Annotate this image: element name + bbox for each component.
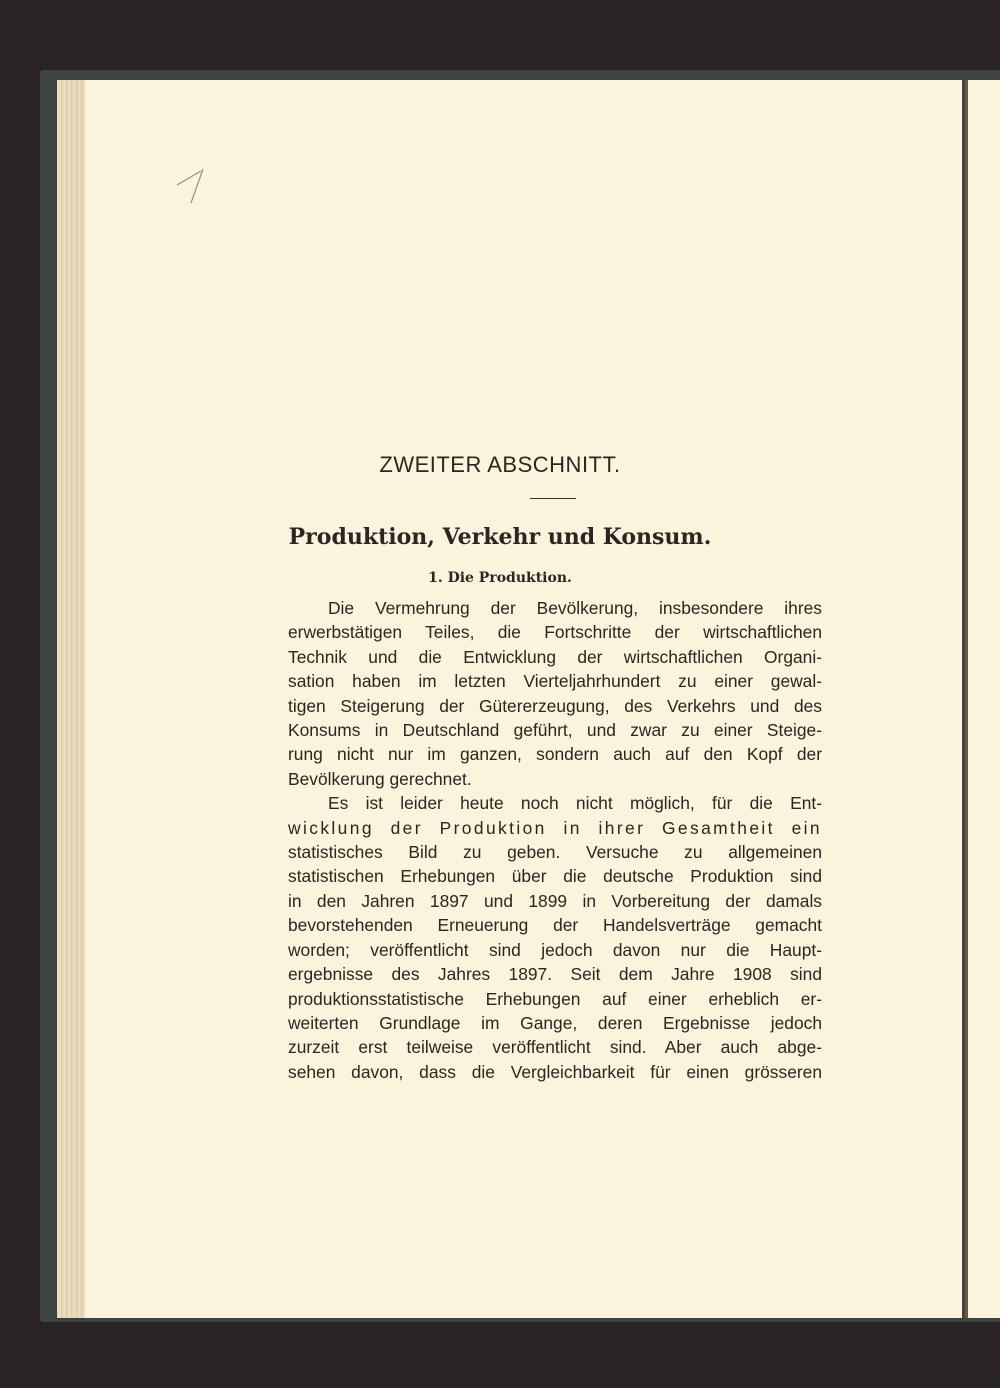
text-line: worden; veröffentlicht sind jedoch davon nur die Haupt- [288,939,822,960]
text-line: Die Vermehrung der Bevölkerung, insbesondere ihres [328,598,822,618]
subsection-title: 1. Die Produktion. [428,570,572,586]
page-edges [57,80,87,1320]
text-line: statistischen Erhebungen über die deutsche Produktion sind [288,866,822,887]
text-line: Konsums in Deutschland geführt, und zwar zu einer Steige- [288,720,822,741]
next-page-edge [965,80,1000,1318]
chapter-title: Produktion, Verkehr und Konsum. [288,524,712,550]
body-text [288,596,822,1084]
text-line: sation haben im letzten Vierteljahrhundert zu einer gewal- [288,671,822,692]
text-line: wicklung der Produktion in ihrer Gesamtheit ein [288,817,822,838]
divider-rule [530,498,576,499]
text-line: zurzeit erst teilweise veröffentlicht sind. Aber auch abge- [288,1037,822,1058]
text-line: erwerbstätigen Teiles, die Fortschritte der wirtschaftlichen [288,622,822,643]
text-line: rung nicht nur im ganzen, sondern auch auf den Kopf der [288,744,822,765]
text-line: in den Jahren 1897 und 1899 in Vorbereitung der damals [288,890,822,911]
text-line: Technik und die Entwicklung der wirtschaftlichen Organi- [288,646,822,667]
text-line: bevorstehenden Erneuerung der Handelsverträge gemacht [288,915,822,936]
section-label: ZWEITER ABSCHNITT. [379,452,621,477]
pencil-mark-icon [173,165,218,205]
text-line: ergebnisse des Jahres 1897. Seit dem Jahre 1908 sind [288,964,822,985]
text-line: weiterten Grundlage im Gange, deren Ergebnisse jedoch [288,1012,822,1033]
text-line: statistisches Bild zu geben. Versuche zu allgemeinen [288,842,822,863]
text-line: sehen davon, dass die Vergleichbarkeit für einen grösseren [288,1061,822,1082]
text-line: Bevölkerung gerechnet. [288,768,472,789]
text-line: Es ist leider heute noch nicht möglich, für die Ent- [328,793,822,814]
text-line: produktionsstatistische Erhebungen auf einer erheblich er- [288,988,822,1009]
text-line: tigen Steigerung der Gütererzeugung, des Verkehrs und des [288,695,822,716]
